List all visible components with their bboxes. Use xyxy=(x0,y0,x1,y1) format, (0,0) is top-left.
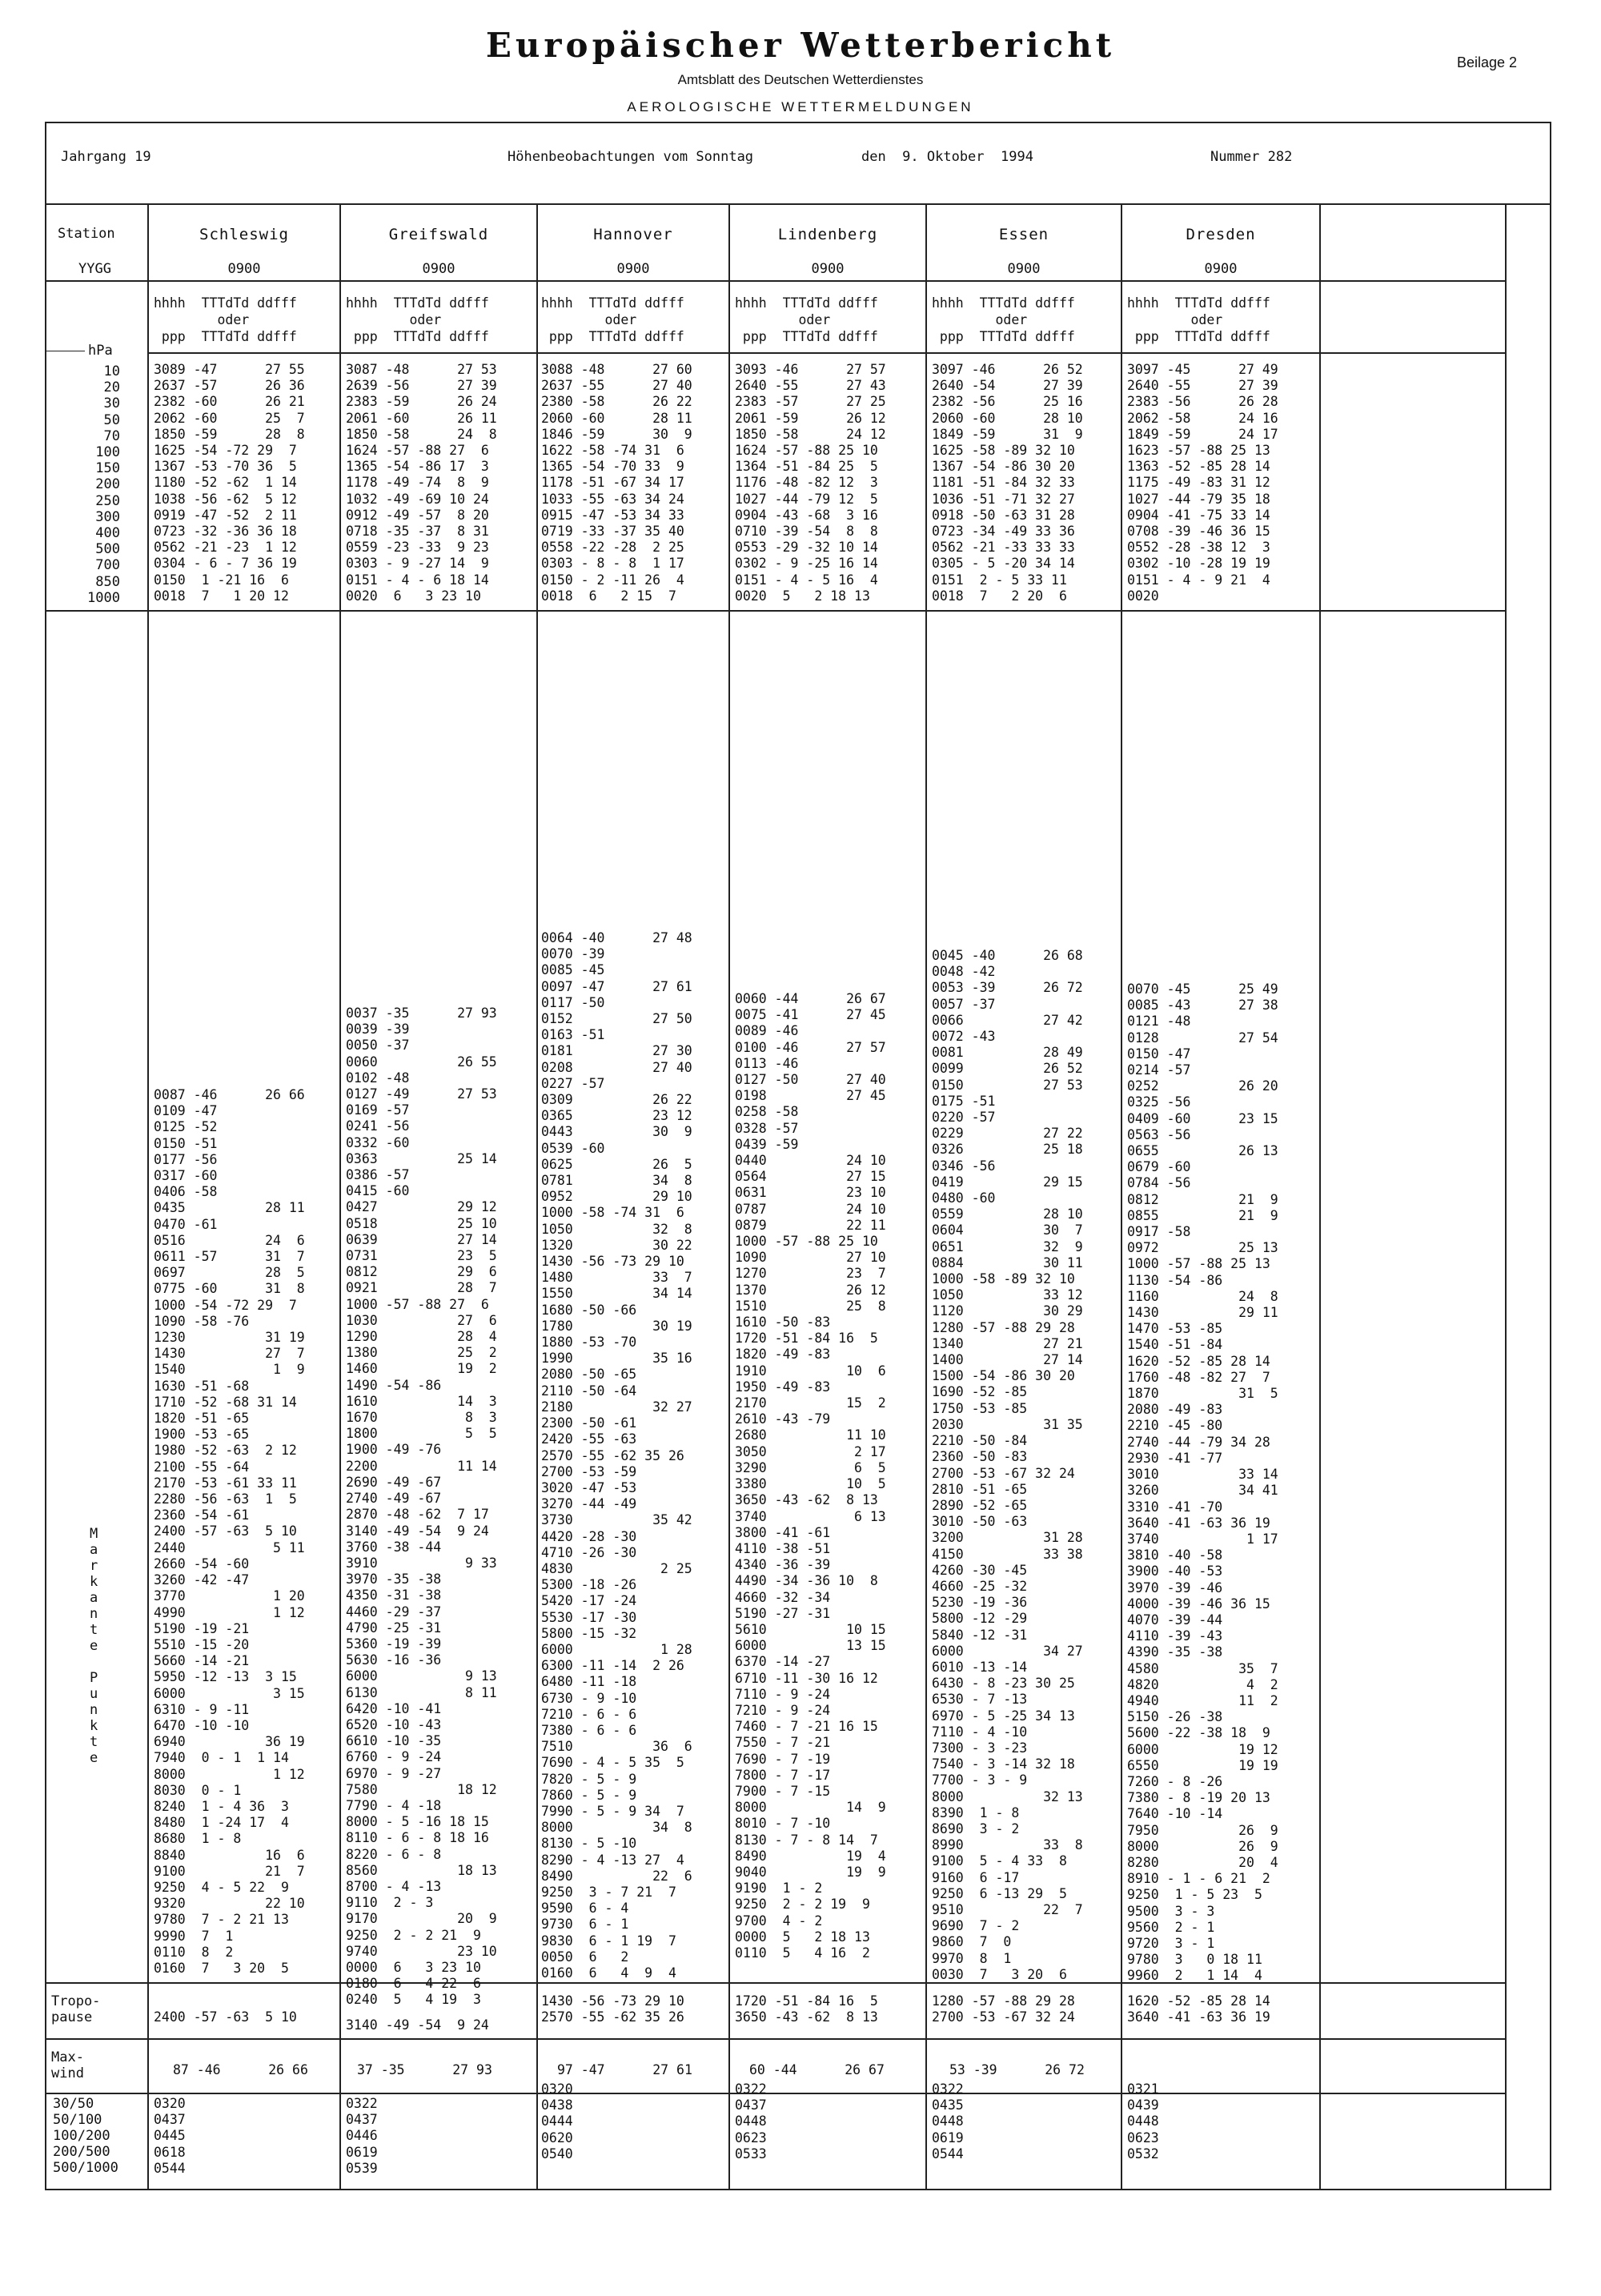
maxwind-data: 37 -35 27 93 xyxy=(357,2062,492,2077)
hpa-levels: 10 20 30 50 70 100 150 200 250 300 400 500 700 850 1000 xyxy=(87,363,120,606)
significant-points: 0037 -35 27 93 0039 -39 0050 -37 0060 26 55 0102 -48 0127 -49 27 53 0169 -57 0241 -56 0332 -60 0363 25 14 0386 -57 0415 -60 0427 29 12 0518 25 10 0639 27 14 0731 23 5 0812 29 6 0921 28 7 1000 -57 -88 27 6 1030 27 6 1290 28 4 1380 25 2 1460 19 2 1490 -54 -86 1610 14 3 1670 8 3 1800 5 5 1900 -49 -76 2200 11 14 2690 -49 -67 2740 -49 -67 2870 -48 -62 7 17 3140 -49 -54 9 24 3760 -38 -44 3910 9 33 3970 -35 -38 4350 -31 -38 4460 -29 -37 4790 -25 -31 5360 -19 -39 5630 -16 -36 6000 9 13 6130 8 11 6420 -10 -41 6520 -10 -43 6610 -10 -35 6760 - 9 -24 6970 - 9 -27 7580 18 12 7790 - 4 -18 8000 - 5 -16 18 15 8110 - 6 - 8 18 16 8220 - 6 - 8 8560 18 13 8700 - 4 -13 9110 2 - 3 9170 20 9 9250 2 - 2 21 9 9740 23 10 0000 6 3 23 10 0180 6 4 22 6 0240 5 4 19 3 xyxy=(346,1006,497,2008)
standard-levels: 3097 -45 27 49 2640 -55 27 39 2383 -56 26 28 2062 -58 24 16 1849 -59 24 17 1623 -57 -88 25 13 1363 -52 -85 28 14 1175 -49 -83 31 12 1027 -44 -79 35 18 0904 -41 -75 33 14 0708 -39 -46 36 15 0552 -28 -38 12 3 0302 -10 -28 19 19 0151 - 4 - 9 21 4 0020 xyxy=(1127,362,1278,604)
col-divider xyxy=(728,203,730,2190)
station-name: Greifswald xyxy=(388,226,489,243)
column-headers: hhhh TTTdTd ddfff oder ppp TTTdTd ddfff xyxy=(1127,295,1270,344)
column-headers: hhhh TTTdTd ddfff oder ppp TTTdTd ddfff xyxy=(154,295,297,344)
station-time: 0900 xyxy=(1204,261,1238,277)
col-divider xyxy=(339,203,341,2190)
maxwind-label: Max- wind xyxy=(51,2049,84,2081)
rule-standard xyxy=(45,610,1507,612)
tropopause-data: 1280 -57 -88 29 28 2700 -53 -67 32 24 xyxy=(932,1993,1075,2025)
markante-punkte-label: M a r k a n t e P u n k t e xyxy=(90,1526,98,1766)
section-title: AEROLOGISCHE WETTERMELDUNGEN xyxy=(627,99,974,114)
tropopause-data: 1720 -51 -84 16 5 3650 -43 -62 8 13 xyxy=(735,1993,878,2025)
layer-data: 0320 0437 0445 0618 0544 xyxy=(154,2096,186,2176)
tropopause-data: 3140 -49 -54 9 24 xyxy=(346,2017,489,2033)
standard-levels: 3097 -46 26 52 2640 -54 27 39 2382 -56 25 16 2060 -60 28 10 1849 -59 31 9 1625 -58 -89 32 10 1367 -54 -86 30 20 1181 -51 -84 32 33 1036 -51 -71 32 27 0918 -50 -63 31 28 0723 -34 -49 33 36 0562 -21 -33 33 33 0305 - 5 -20 34 14 0151 2 - 5 33 11 0018 7 2 20 6 xyxy=(932,362,1083,604)
jahrgang: Jahrgang 19 xyxy=(61,149,151,165)
yygg-label: YYGG xyxy=(78,261,111,277)
standard-levels: 3088 -48 27 60 2637 -55 27 40 2380 -58 26 22 2060 -60 28 11 1846 -59 30 9 1622 -58 -74 31 6 1365 -54 -70 33 9 1178 -51 -67 34 17 1033 -55 -63 34 24 0915 -47 -53 34 33 0719 -33 -37 35 40 0558 -22 -28 2 25 0303 - 8 - 8 1 17 0150 - 2 -11 26 4 0018 6 2 15 7 xyxy=(541,362,692,604)
station-time: 0900 xyxy=(811,261,845,277)
standard-levels: 3093 -46 27 57 2640 -55 27 43 2383 -57 27 25 2061 -59 26 12 1850 -58 24 12 1624 -57 -88 25 10 1364 -51 -84 25 5 1176 -48 -82 12 3 1027 -44 -79 12 5 0904 -43 -68 3 16 0710 -39 -54 8 8 0553 -29 -32 10 14 0302 - 9 -25 16 14 0151 - 4 - 5 16 4 0020 5 2 18 13 xyxy=(735,362,886,604)
layer-data: 0322 0435 0448 0619 0544 xyxy=(932,2081,964,2162)
station-name: Essen xyxy=(998,226,1049,243)
report-title: Europäischer Wetterbericht xyxy=(485,26,1116,65)
tropopause-data: 1430 -56 -73 29 10 2570 -55 -62 35 26 xyxy=(541,1993,684,2025)
station-time: 0900 xyxy=(616,261,650,277)
station-name: Hannover xyxy=(593,226,673,243)
layer-data: 0322 0437 0448 0623 0533 xyxy=(735,2081,767,2162)
layer-data: 0322 0437 0446 0619 0539 xyxy=(346,2096,378,2176)
issue-number: Nummer 282 xyxy=(1210,149,1293,165)
col-divider xyxy=(147,203,149,2190)
station-time: 0900 xyxy=(1007,261,1041,277)
station-name: Schleswig xyxy=(199,226,289,243)
significant-points: 0087 -46 26 66 0109 -47 0125 -52 0150 -51 0177 -56 0317 -60 0406 -58 0435 28 11 0470 -61 0516 24 6 0611 -57 31 7 0697 28 5 0775 -60 31 8 1000 -54 -72 29 7 1090 -58 -76 1230 31 19 1430 27 7 1540 1 9 1630 -51 -68 1710 -52 -68 31 14 1820 -51 -65 1900 -53 -65 1980 -52 -63 2 12 2100 -55 -64 2170 -53 -61 33 11 2280 -56 -63 1 5 2360 -54 -61 2400 -57 -63 5 10 2440 5 11 2660 -54 -60 3260 -42 -47 3770 1 20 4990 1 12 5190 -19 -21 5510 -15 -20 5660 -14 -21 5950 -12 -13 3 15 6000 3 15 6310 - 9 -11 6470 -10 -10 6940 36 19 7940 0 - 1 1 14 8000 1 12 8030 0 - 1 8240 1 - 4 36 3 8480 1 -24 17 4 8680 1 - 8 8840 16 6 9100 21 7 9250 4 - 5 22 9 9320 22 10 9780 7 - 2 21 13 9990 7 1 0110 8 2 0160 7 3 20 5 xyxy=(154,1087,305,1976)
significant-points: 0060 -44 26 67 0075 -41 27 45 0089 -46 0100 -46 27 57 0113 -46 0127 -50 27 40 0198 27 45 0258 -58 0328 -57 0439 -59 0440 24 10 0564 27 15 0631 23 10 0787 24 10 0879 22 11 1000 -57 -88 25 10 1090 27 10 1270 23 7 1370 26 12 1510 25 8 1610 -50 -83 1720 -51 -84 16 5 1820 -49 -83 1910 10 6 1950 -49 -83 2170 15 2 2610 -43 -79 2680 11 10 3050 2 17 3290 6 5 3380 10 5 3650 -43 -62 8 13 3740 6 13 3800 -41 -61 4110 -38 -51 4340 -36 -39 4490 -34 -36 10 8 4660 -32 -34 5190 -27 -31 5610 10 15 6000 13 15 6370 -14 -27 6710 -11 -30 16 12 7110 - 9 -24 7210 - 9 -24 7460 - 7 -21 16 15 7550 - 7 -21 7690 - 7 -19 7800 - 7 -17 7900 - 7 -15 8000 14 9 8010 - 7 -10 8130 - 7 - 8 14 7 8490 19 4 9040 19 9 9190 1 - 2 9250 2 - 2 19 9 9700 4 - 2 0000 5 2 18 13 0110 5 4 16 2 xyxy=(735,991,886,1961)
tropopause-data: 1620 -52 -85 28 14 3640 -41 -63 36 19 xyxy=(1127,1993,1270,2025)
rule-sig xyxy=(45,1982,1507,1984)
maxwind-data: 87 -46 26 66 xyxy=(173,2062,308,2077)
tropopause-label: Tropo- pause xyxy=(51,1993,101,2025)
observation-date: den 9. Oktober 1994 xyxy=(861,149,1033,165)
maxwind-data: 60 -44 26 67 xyxy=(749,2062,885,2077)
col-divider xyxy=(1121,203,1122,2190)
report-subtitle: Amtsblatt des Deutschen Wetterdienstes xyxy=(677,72,924,87)
rule-trop xyxy=(45,2038,1507,2040)
station-name: Dresden xyxy=(1186,226,1256,243)
layer-data: 0320 0438 0444 0620 0540 xyxy=(541,2081,573,2162)
col-divider xyxy=(1505,203,1507,2190)
rule-header xyxy=(45,203,1551,205)
station-time: 0900 xyxy=(422,261,455,277)
significant-points: 0064 -40 27 48 0070 -39 0085 -45 0097 -47 27 61 0117 -50 0152 27 50 0163 -51 0181 27 30 0208 27 40 0227 -57 0309 26 22 0365 23 12 0443 30 9 0539 -60 0625 26 5 0781 34 8 0952 29 10 1000 -58 -74 31 6 1050 32 8 1320 30 22 1430 -56 -73 29 10 1480 33 7 1550 34 14 1680 -50 -66 1780 30 19 1880 -53 -70 1990 35 16 2080 -50 -65 2110 -50 -64 2180 32 27 2300 -50 -61 2420 -55 -63 2570 -55 -62 35 26 2700 -53 -59 3020 -47 -53 3270 -44 -49 3730 35 42 4420 -28 -30 4710 -26 -30 4830 2 25 5300 -18 -26 5420 -17 -24 5530 -17 -30 5800 -15 -32 6000 1 28 6300 -11 -14 2 26 6480 -11 -18 6730 - 9 -10 7210 - 6 - 6 7380 - 6 - 6 7510 36 6 7690 - 4 - 5 35 5 7820 - 5 - 9 7860 - 5 - 9 7990 - 5 - 9 34 7 8000 34 8 8130 - 5 -10 8290 - 4 -13 27 4 8490 22 6 9250 3 - 7 21 7 9590 6 - 4 9730 6 - 1 9830 6 - 1 19 7 0050 6 2 0160 6 4 9 4 xyxy=(541,930,692,1981)
col-divider xyxy=(536,203,538,2190)
column-headers: hhhh TTTdTd ddfff oder ppp TTTdTd ddfff xyxy=(541,295,684,344)
standard-levels: 3089 -47 27 55 2637 -57 26 36 2382 -60 26 21 2062 -60 25 7 1850 -59 28 8 1625 -54 -72 29 7 1367 -53 -70 36 5 1180 -52 -62 1 14 1038 -56 -62 5 12 0919 -47 -52 2 11 0723 -32 -36 36 18 0562 -21 -23 1 12 0304 - 6 - 7 36 19 0150 1 -21 16 6 0018 7 1 20 12 xyxy=(154,362,305,604)
rule-maxwind xyxy=(45,2093,1507,2094)
observation-title: Höhenbeobachtungen vom Sonntag xyxy=(508,149,754,165)
maxwind-data: 97 -47 27 61 xyxy=(557,2062,692,2077)
column-headers: hhhh TTTdTd ddfff oder ppp TTTdTd ddfff xyxy=(735,295,878,344)
station-name: Lindenberg xyxy=(777,226,878,243)
column-headers: hhhh TTTdTd ddfff oder ppp TTTdTd ddfff xyxy=(932,295,1075,344)
layer-labels: 30/50 50/100 100/200 200/500 500/1000 xyxy=(53,2096,118,2176)
maxwind-data: 53 -39 26 72 xyxy=(949,2062,1085,2077)
col-divider xyxy=(1319,203,1321,2190)
column-headers: hhhh TTTdTd ddfff oder ppp TTTdTd ddfff xyxy=(346,295,489,344)
rule-yygg xyxy=(45,280,1507,282)
station-time: 0900 xyxy=(227,261,261,277)
significant-points: 0070 -45 25 49 0085 -43 27 38 0121 -48 0128 27 54 0150 -47 0214 -57 0252 26 20 0325 -56 0409 -60 23 15 0563 -56 0655 26 13 0679 -60 0784 -56 0812 21 9 0855 21 9 0917 -58 0972 25 13 1000 -57 -88 25 13 1130 -54 -86 1160 24 8 1430 29 11 1470 -53 -85 1540 -51 -84 1620 -52 -85 28 14 1760 -48 -82 27 7 1870 31 5 2080 -49 -83 2210 -45 -80 2740 -44 -79 34 28 2930 -41 -77 3010 33 14 3260 34 41 3310 -41 -70 3640 -41 -63 36 19 3740 1 17 3810 -40 -58 3900 -40 -53 3970 -39 -46 4000 -39 -46 36 15 4070 -39 -44 4110 -39 -43 4390 -35 -38 4580 35 7 4820 4 2 4940 11 2 5150 -26 -38 5600 -22 -38 18 9 6000 19 12 6550 19 19 7260 - 8 -26 7380 - 8 -19 20 13 7640 -10 -14 7950 26 9 8000 26 9 8280 20 4 8910 - 1 - 6 21 2 9250 1 - 5 23 5 9500 3 - 3 9560 2 - 1 9720 3 - 1 9780 3 0 18 11 9960 2 1 14 4 xyxy=(1127,981,1278,1984)
rule-colhead xyxy=(147,352,1507,354)
layer-data: 0321 0439 0448 0623 0532 xyxy=(1127,2081,1159,2162)
standard-levels: 3087 -48 27 53 2639 -56 27 39 2383 -59 26 24 2061 -60 26 11 1850 -58 24 8 1624 -57 -88 27 6 1365 -54 -86 17 3 1178 -49 -74 8 9 1032 -49 -69 10 24 0912 -49 -57 8 20 0718 -35 -37 8 31 0559 -23 -33 9 23 0303 - 9 -27 14 9 0151 - 4 - 6 18 14 0020 6 3 23 10 xyxy=(346,362,497,604)
significant-points: 0045 -40 26 68 0048 -42 0053 -39 26 72 0057 -37 0066 27 42 0072 -43 0081 28 49 0099 26 52 0150 27 53 0175 -51 0220 -57 0229 27 22 0326 25 18 0346 -56 0419 29 15 0480 -60 0559 28 10 0604 30 7 0651 32 9 0884 30 11 1000 -58 -89 32 10 1050 33 12 1120 30 29 1280 -57 -88 29 28 1340 27 21 1400 27 14 1500 -54 -86 30 20 1690 -52 -85 1750 -53 -85 2030 31 35 2210 -50 -84 2360 -50 -83 2700 -53 -67 32 24 2810 -51 -65 2890 -52 -65 3010 -50 -63 3200 31 28 4150 33 38 4260 -30 -45 4660 -25 -32 5230 -19 -36 5800 -12 -29 5840 -12 -31 6000 34 27 6010 -13 -14 6430 - 8 -23 30 25 6530 - 7 -13 6970 - 5 -25 34 13 7110 - 4 -10 7300 - 3 -23 7540 - 3 -14 32 18 7700 - 3 - 9 8000 32 13 8390 1 - 8 8690 3 - 2 8990 33 8 9100 5 - 4 33 8 9160 6 -17 9250 6 -13 29 5 9510 22 7 9690 7 - 2 9860 7 0 9970 8 1 0030 7 3 20 6 xyxy=(932,948,1083,1982)
hpa-label: hPa xyxy=(88,343,113,359)
supplement-label: Beilage 2 xyxy=(1457,54,1518,70)
col-divider xyxy=(925,203,927,2190)
tropopause-data: 2400 -57 -63 5 10 xyxy=(154,2009,297,2025)
station-label: Station xyxy=(58,226,115,242)
